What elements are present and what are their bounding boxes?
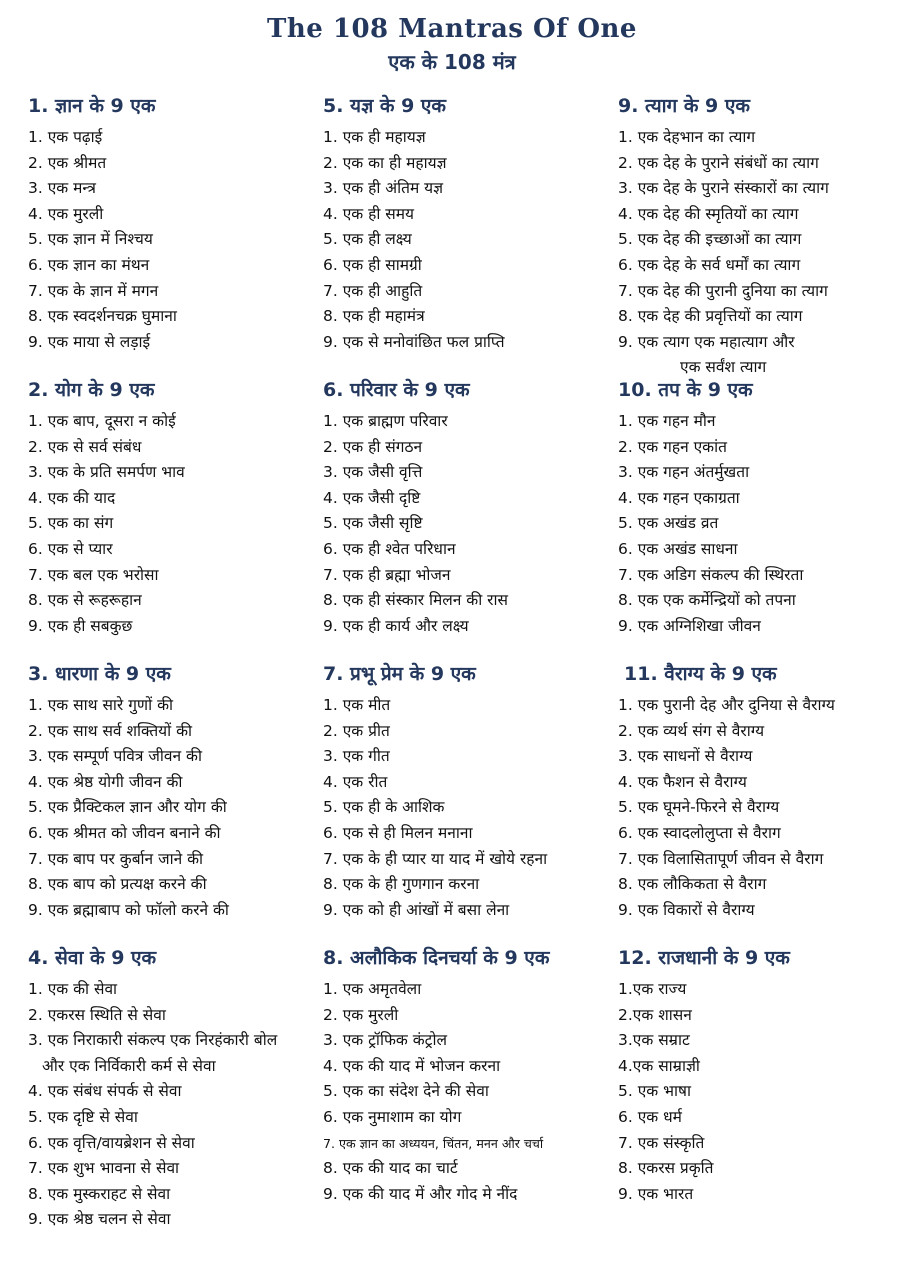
page-subtitle: एक के 108 मंत्र [388, 50, 516, 74]
list-item: 3. एक सम्पूर्ण पवित्र जीवन की [28, 747, 202, 766]
list-item: 8. एक से रूहरूहान [28, 591, 142, 610]
list-item: 2. एक प्रीत [323, 721, 390, 740]
list-item: 4.एक साम्राज्ञी [618, 1056, 700, 1075]
list-item: 2. एक देह के पुराने संबंधों का त्याग [618, 153, 819, 172]
list-item: 8. एक एक कर्मेन्द्रियों को तपना [618, 591, 796, 610]
list-item: 3.एक सम्राट [618, 1031, 690, 1050]
list-item: 7. एक ज्ञान का अध्ययन, चिंतन, मनन और चर्चा [323, 1135, 544, 1151]
section-parivar [323, 377, 613, 639]
list-item: 5. एक ही के आशिक [323, 798, 445, 817]
list-item: 2. एक साथ सर्व शक्तियों की [28, 721, 193, 740]
section-prabhu-prem [323, 661, 613, 923]
list-item: 7. एक बाप पर कुर्बान जाने की [28, 849, 204, 868]
list-item: 6. एक श्रीमत को जीवन बनाने की [28, 823, 221, 842]
list-item: 1. एक देहभान का त्याग [618, 128, 756, 146]
list-item: 5. एक दृष्टि से सेवा [28, 1107, 138, 1126]
list-item: 4. एक गहन एकाग्रता [618, 488, 740, 507]
list-item: 9. एक से मनोवांछित फल प्राप्ति [323, 332, 505, 351]
list-item: 4. एक जैसी दृष्टि [323, 488, 421, 507]
section-tap [618, 377, 904, 639]
list-item: 4. एक संबंध संपर्क से सेवा [28, 1082, 182, 1101]
list-item-continuation: एक सर्वंश त्याग [680, 358, 767, 377]
list-item: 5. एक घूमने-फिरने से वैराग्य [618, 798, 780, 817]
list-item: 6. एक से ही मिलन मनाना [323, 823, 473, 842]
list-item: 6. एक स्वादलोलुप्ता से वैराग [618, 823, 781, 842]
list-item: 6. एक नुमाशाम का योग [323, 1107, 462, 1126]
list-item: 6. एक अखंड साधना [618, 539, 738, 558]
list-item: 9. एक की याद में और गोद मे नींद [323, 1184, 518, 1203]
list-item: 4. एक देह की स्मृतियों का त्याग [618, 204, 799, 223]
list-item: 7. एक बल एक भरोसा [28, 565, 159, 584]
section-heading: 6. परिवार के 9 एक [323, 379, 470, 401]
list-item-continuation: और एक निर्विकारी कर्म से सेवा [42, 1056, 216, 1075]
section-rajdhani [618, 945, 904, 1207]
list-item [28, 1028, 318, 1079]
list-item: 5. एक अखंड व्रत [618, 514, 719, 533]
list-item: 6. एक धर्म [618, 1107, 682, 1126]
list-item: 1. एक अमृतवेला [323, 980, 422, 998]
section-heading: 10. तप के 9 एक [618, 379, 753, 401]
list-item: 8. एक स्वदर्शनचक्र घुमाना [28, 307, 177, 326]
list-item: 1. एक ब्राह्मण परिवार [323, 412, 448, 430]
list-item: 9. एक श्रेष्ठ चलन से सेवा [28, 1210, 171, 1229]
list-item: 5. एक प्रैक्टिकल ज्ञान और योग की [28, 798, 227, 817]
list-item: 8. एक देह की प्रवृत्तियों का त्याग [618, 307, 803, 326]
list-item: 9. एक विकारों से वैराग्य [618, 900, 755, 919]
section-heading: 8. अलौकिक दिनचर्या के 9 एक [323, 947, 550, 969]
list-item: 5. एक जैसी सृष्टि [323, 514, 423, 533]
section-heading: 11. वैराग्य के 9 एक [624, 663, 777, 685]
list-item: 5. एक का संग [28, 514, 114, 533]
list-item: 1.एक राज्य [618, 980, 687, 998]
section-heading: 1. ज्ञान के 9 एक [28, 95, 156, 117]
list-item: 4. एक फैशन से वैराग्य [618, 772, 747, 791]
list-item: 8. एक के ही गुणगान करना [323, 875, 480, 894]
list-item: 4. एक की याद में भोजन करना [323, 1056, 501, 1075]
list-item: 3. एक गहन अंतर्मुखता [618, 463, 750, 482]
list-item: 4. एक ही समय [323, 204, 415, 223]
list-item: 8. एक की याद का चार्ट [323, 1159, 458, 1178]
list-item: 7. एक संस्कृति [618, 1133, 705, 1152]
list-item [618, 330, 904, 381]
list-item: 5. एक देह की इच्छाओं का त्याग [618, 230, 802, 249]
list-item: 9. एक भारत [618, 1184, 694, 1203]
list-item: 2. एक से सर्व संबंध [28, 437, 142, 456]
list-item: 8. एकरस प्रकृति [618, 1159, 714, 1178]
list-item: 7. एक शुभ भावना से सेवा [28, 1159, 180, 1178]
section-gyan [28, 93, 318, 355]
section-dharna [28, 661, 318, 923]
section-tyag [618, 93, 904, 381]
list-item: 4. एक की याद [28, 488, 116, 507]
list-item: 7. एक ही आहुति [323, 281, 423, 300]
list-item: 4. एक रीत [323, 772, 388, 791]
list-item: 6. एक वृत्ति/वायब्रेशन से सेवा [28, 1133, 195, 1152]
list-item: 7. एक देह की पुरानी दुनिया का त्याग [618, 281, 828, 300]
list-item: 1. एक साथ सारे गुणों की [28, 696, 173, 714]
section-dincharya [323, 945, 613, 1207]
list-item: 9. एक को ही आंखों में बसा लेना [323, 900, 510, 919]
list-item: 1. एक पढ़ाई [28, 128, 103, 146]
list-item: 2. एक गहन एकांत [618, 437, 727, 456]
list-item: 7. एक ही ब्रह्मा भोजन [323, 565, 451, 584]
list-item: 5. एक ज्ञान में निश्चय [28, 230, 153, 249]
list-item: 8. एक ही संस्कार मिलन की रास [323, 591, 508, 610]
section-vairagya [618, 661, 904, 923]
section-yagya [323, 93, 613, 355]
list-item: 8. एक मुस्कराहट से सेवा [28, 1184, 171, 1203]
list-item: 2. एक ही संगठन [323, 437, 423, 456]
list-item: 7. एक विलासितापूर्ण जीवन से वैराग [618, 849, 824, 868]
list-item: 3. एक ट्रॉफिक कंट्रोल [323, 1031, 447, 1050]
list-item: 9. एक ही सबकुछ [28, 616, 133, 635]
list-item: 1. एक पुरानी देह और दुनिया से वैराग्य [618, 696, 835, 714]
list-item: 1. एक ही महायज्ञ [323, 128, 426, 146]
list-item: 9. एक ब्रह्माबाप को फॉलो करने की [28, 900, 229, 919]
list-item: 8. एक ही महामंत्र [323, 307, 425, 326]
list-item: 1. एक की सेवा [28, 980, 118, 998]
list-item: 8. एक लौकिकता से वैराग [618, 875, 767, 894]
list-item: 5. एक का संदेश देने की सेवा [323, 1082, 489, 1101]
list-item: 9. एक ही कार्य और लक्ष्य [323, 616, 469, 635]
list-item: 3. एक जैसी वृत्ति [323, 463, 423, 482]
section-heading: 3. धारणा के 9 एक [28, 663, 171, 685]
section-heading: 4. सेवा के 9 एक [28, 947, 157, 969]
section-heading: 5. यज्ञ के 9 एक [323, 95, 447, 117]
list-item: 3. एक गीत [323, 747, 390, 766]
list-item: 3. एक ही अंतिम यज्ञ [323, 179, 444, 198]
list-item: 7. एक के ही प्यार या याद में खोये रहना [323, 849, 548, 868]
list-item: 6. एक ही श्वेत परिधान [323, 539, 456, 558]
list-item: 6. एक से प्यार [28, 539, 113, 558]
list-item: 2. एक का ही महायज्ञ [323, 153, 447, 172]
list-item: 1. एक बाप, दूसरा न कोई [28, 412, 176, 430]
section-seva [28, 945, 318, 1233]
list-item: 4. एक श्रेष्ठ योगी जीवन की [28, 772, 183, 791]
list-item: 7. एक के ज्ञान में मगन [28, 281, 159, 300]
list-item: 5. एक भाषा [618, 1082, 692, 1101]
section-heading: 9. त्याग के 9 एक [618, 95, 750, 117]
list-item: 8. एक बाप को प्रत्यक्ष करने की [28, 875, 207, 894]
list-item: 5. एक ही लक्ष्य [323, 230, 412, 249]
section-heading: 12. राजधानी के 9 एक [618, 947, 790, 969]
list-item: 4. एक मुरली [28, 204, 104, 223]
list-item: 2. एक श्रीमत [28, 153, 107, 172]
list-item: 2. एकरस स्थिति से सेवा [28, 1005, 166, 1024]
list-item: 1. एक गहन मौन [618, 412, 716, 430]
list-item: 3. एक देह के पुराने संस्कारों का त्याग [618, 179, 829, 198]
list-item-text: 3. एक निराकारी संकल्प एक निरहंकारी बोल [28, 1031, 278, 1050]
list-item: 9. एक माया से लड़ाई [28, 332, 151, 351]
list-item: 2. एक मुरली [323, 1005, 399, 1024]
list-item: 1. एक मीत [323, 696, 391, 714]
list-item: 6. एक देह के सर्व धर्मों का त्याग [618, 255, 801, 274]
list-item: 2. एक व्यर्थ संग से वैराग्य [618, 721, 765, 740]
list-item: 2.एक शासन [618, 1005, 692, 1024]
list-item: 3. एक मन्त्र [28, 179, 96, 198]
page-title: The 108 Mantras Of One [267, 14, 637, 44]
section-heading: 2. योग के 9 एक [28, 379, 155, 401]
list-item: 6. एक ज्ञान का मंथन [28, 255, 150, 274]
list-item: 3. एक के प्रति समर्पण भाव [28, 463, 185, 482]
list-item-text: 9. एक त्याग एक महात्याग और [618, 332, 795, 351]
list-item: 9. एक अग्निशिखा जीवन [618, 616, 761, 635]
list-item: 6. एक ही सामग्री [323, 255, 422, 274]
list-item: 7. एक अडिग संकल्प की स्थिरता [618, 565, 804, 584]
section-yog [28, 377, 318, 639]
list-item: 3. एक साधनों से वैराग्य [618, 747, 753, 766]
section-heading: 7. प्रभू प्रेम के 9 एक [323, 663, 476, 685]
